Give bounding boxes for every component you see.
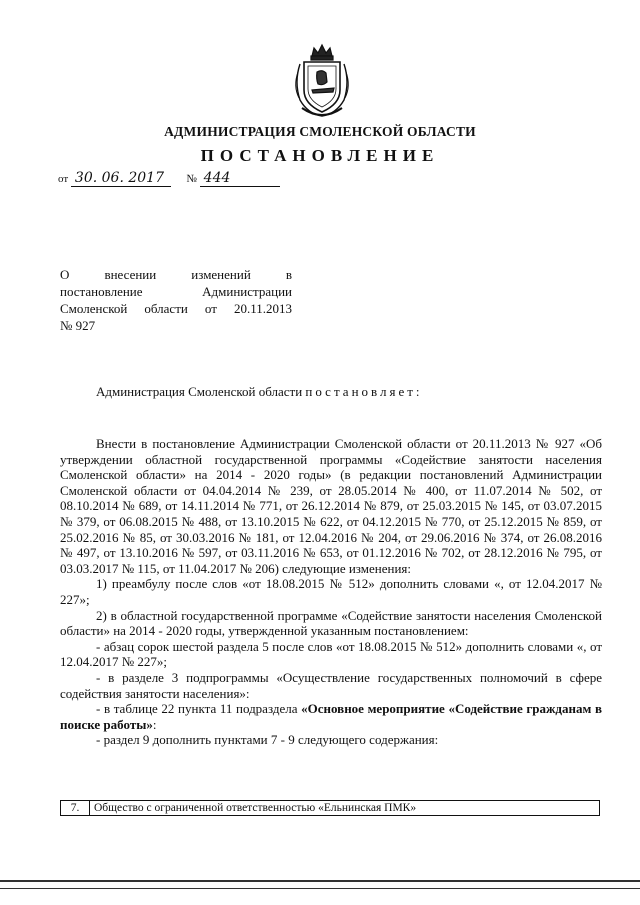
resolution-statement xyxy=(96,384,423,400)
body-paragraph: - раздел 9 дополнить пунктами 7 - 9 следующего содержания: xyxy=(96,732,439,748)
resolution-prefix: Администрация Смоленской области xyxy=(96,384,306,399)
body-paragraph: Внести в постановление Администрации Смоленской области от 20.11.2013 № 927 «Об утверждении областной государственной программы «Содействие занятости населения Смоленской области» на 2014 - 2020 годы» (в редакции постановлений Администрации Смоленской области от 04.04.2014 № 239, от 28.05.2014 № 400, от 11.07.2014 № 502, от 08.10.2014 № 689, от 14.11.2014 № 771, от 26.12.2014 № 879, от 25.03.2015 № 145, от 03.07.2015 № 379, от 06.08.2015 № 488, от 13.10.2015 № 622, от 04.12.2015 № 770, от 25.12.2015 № 859, от 25.02.2016 № 85, от 30.03.2016 № 181, от 12.04.2016 № 204, от 29.06.2016 № 374, от 26.08.2016 № 497, от 13.10.2016 № 597, от 03.11.2016 № 653, от 01.12.2016 № 702, от 28.12.2016 № 795, от 03.03.2017 № 115, от 11.04.2017 № 206) следующие изменения: xyxy=(60,436,602,576)
body-text: - в таблице 22 пункта 11 подраздела xyxy=(96,701,302,717)
body-bold-text: «Основное мероприятие «Содействие гражданам в поиске работы» xyxy=(60,701,602,732)
organizations-table xyxy=(60,800,600,816)
body-text: : xyxy=(152,716,157,732)
subject-line: № 927 xyxy=(60,318,96,333)
date-number-line xyxy=(58,170,280,187)
resolution-word: постановляет: xyxy=(305,384,423,399)
document-body xyxy=(60,436,602,748)
organization-name: АДМИНИСТРАЦИЯ СМОЛЕНСКОЙ ОБЛАСТИ xyxy=(164,124,476,139)
body-paragraph xyxy=(60,701,602,732)
subject-line: постановление Администрации xyxy=(60,284,292,299)
body-paragraph: - в разделе 3 подпрограммы «Осуществление государственных полномочий в сфере содействия занятости населения»: xyxy=(60,669,602,701)
handwritten-date: 30. 06. 2017 xyxy=(71,170,171,187)
subject-line: Смоленской области от 20.11.2013 xyxy=(60,301,292,316)
body-paragraph: - абзац сорок шестой раздела 5 после слов «от 18.08.2015 № 512» дополнить словами «, от 12.04.2017 № 227»; xyxy=(60,638,602,670)
document-type: ПОСТАНОВЛЕНИЕ xyxy=(200,146,440,165)
row-text: Общество с ограниченной ответственностью «Ельнинская ПМК» xyxy=(90,801,600,816)
body-paragraph: 2) в областной государственной программе «Содействие занятости населения Смоленской области» на 2014 - 2020 годы, утвержденной указанным постановлением: xyxy=(60,607,602,639)
body-paragraph: 1) преамбулу после слов «от 18.08.2015 № 512» дополнить словами «, от 12.04.2017 № 227»; xyxy=(60,576,602,607)
coat-of-arms-emblem xyxy=(290,42,354,120)
page-edge-divider xyxy=(0,880,640,882)
document-subject xyxy=(60,266,292,334)
number-prefix: № xyxy=(186,173,197,185)
table-row xyxy=(61,801,600,816)
date-prefix: от xyxy=(58,173,69,185)
subject-line: О внесении изменений в xyxy=(60,267,292,282)
handwritten-number: 444 xyxy=(200,170,280,187)
row-number: 7. xyxy=(61,801,90,816)
page-edge-divider xyxy=(0,888,640,889)
